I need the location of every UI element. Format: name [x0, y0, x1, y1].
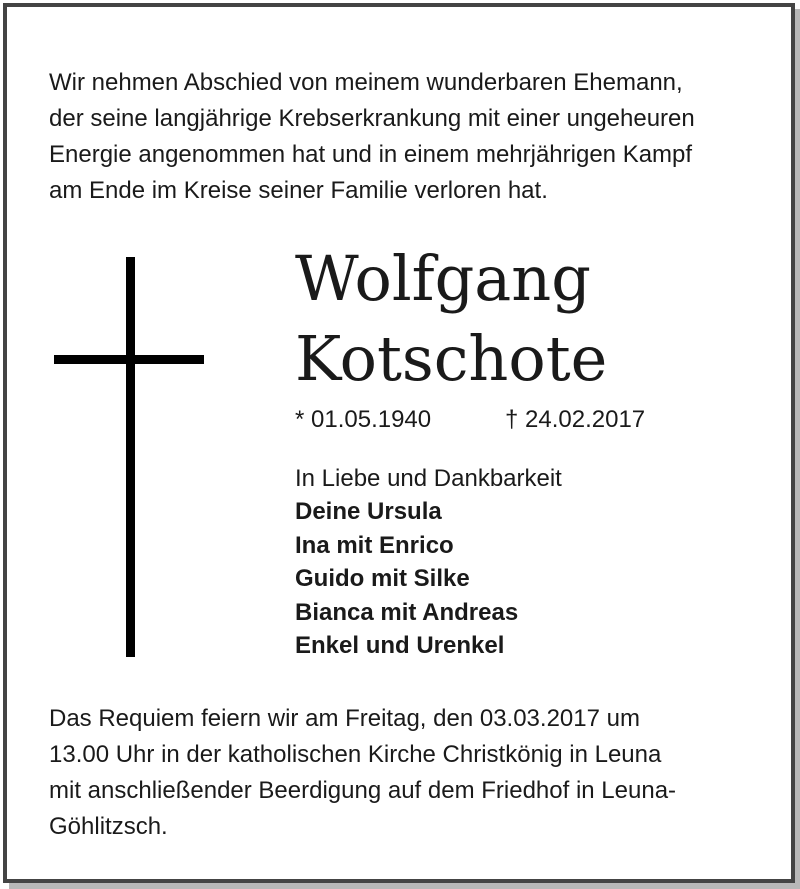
mourners-intro: In Liebe und Dankbarkeit [295, 465, 562, 492]
deceased-name [295, 239, 607, 399]
mourners-list [295, 495, 745, 663]
cross-icon [54, 257, 204, 657]
intro-paragraph: Wir nehmen Abschied von meinem wunderbaren Ehemann, der seine langjährige Krebserkrankung mit einer ungeheuren Energie angenommen hat und in einem mehrjährigen Kampf am Ende im Kreise seiner Familie verloren hat. [49, 69, 695, 204]
mourner-name: Guido mit Silke [295, 565, 470, 592]
birth-date: * 01.05.1940 [295, 406, 432, 433]
mourners-block [295, 462, 745, 663]
mourner-name: Bianca mit Andreas [295, 598, 519, 626]
mourner-name: Ina mit Enrico [295, 531, 454, 559]
cross-vertical-bar [126, 257, 135, 657]
deceased-first-name: Wolfgang [295, 242, 591, 315]
mourner-name: Enkel und Urenkel [295, 632, 505, 659]
mourner-name: Deine Ursula [295, 498, 442, 525]
cross-horizontal-bar [54, 355, 204, 364]
closing-paragraph: Das Requiem feiern wir am Freitag, den 03.03.2017 um 13.00 Uhr in der katholischen Kirche Christkönig in Leuna mit anschließender Beerdigung auf dem Friedhof in Leuna- Göhlitzsch. [49, 705, 677, 840]
death-date: † 24.02.2017 [505, 406, 646, 433]
notice-frame [3, 3, 795, 883]
deceased-last-name: Kotschote [295, 322, 608, 395]
